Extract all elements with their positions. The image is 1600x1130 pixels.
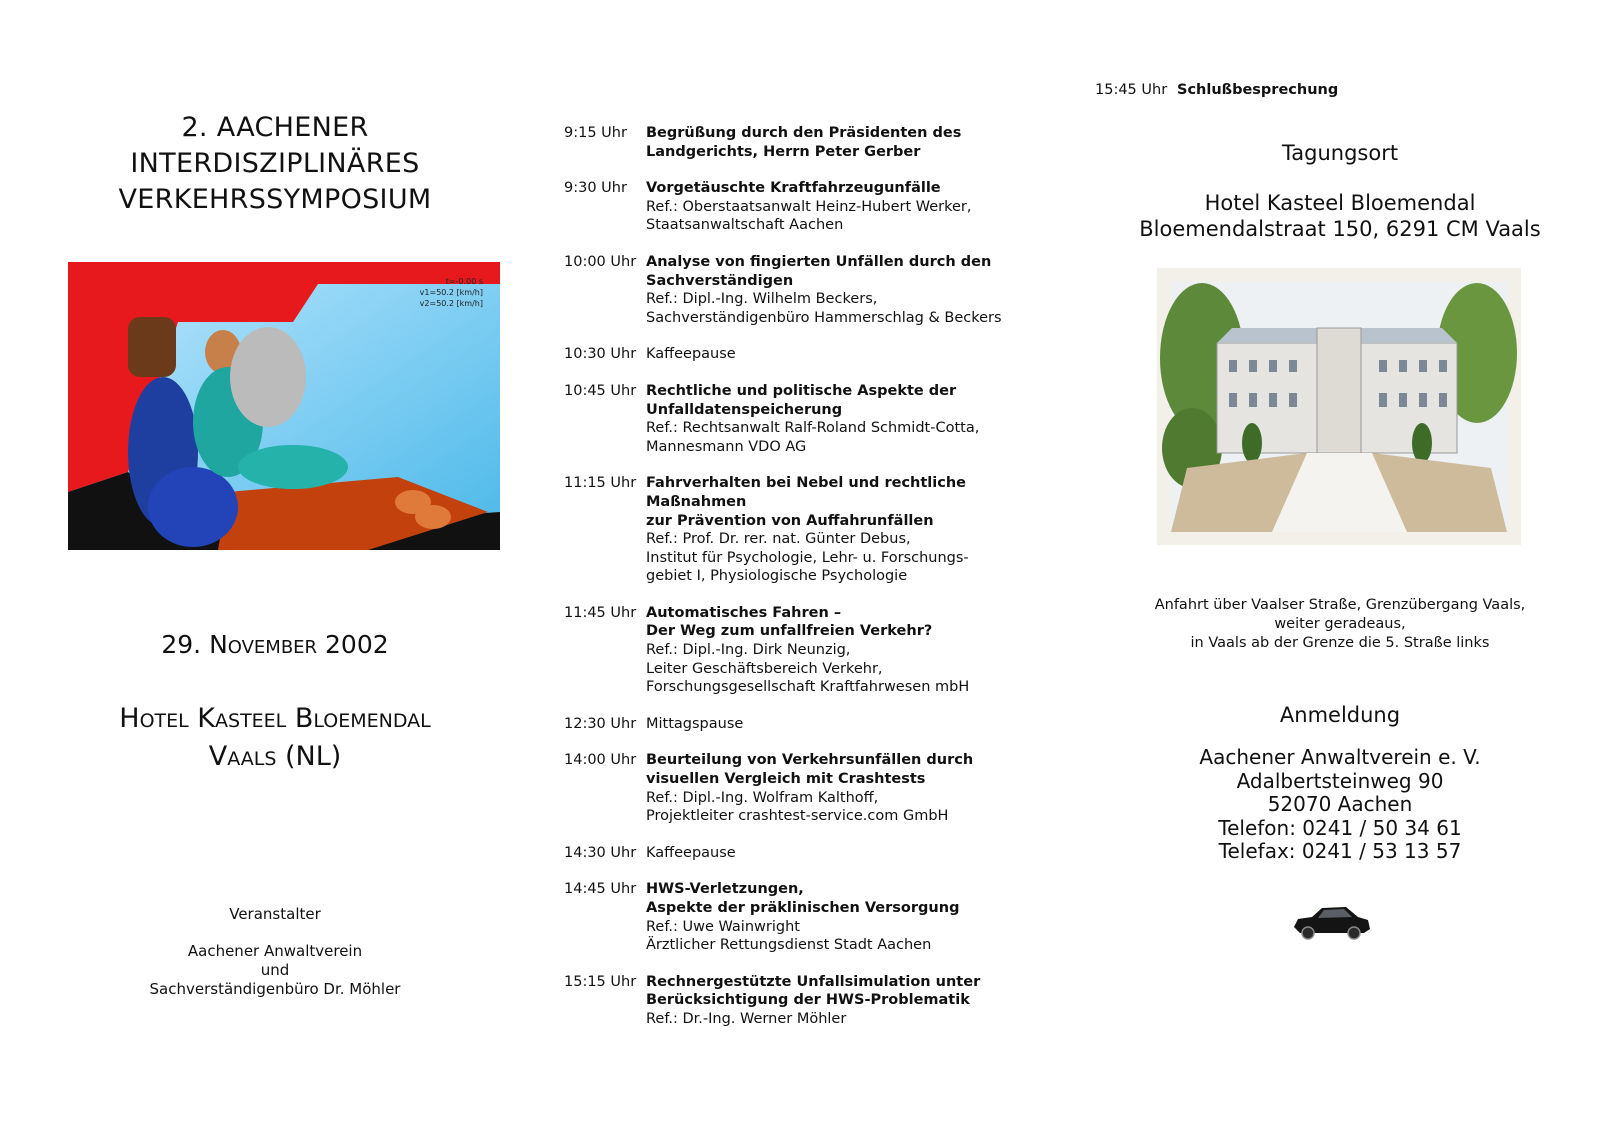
program-time: 10:45 Uhr <box>564 382 637 399</box>
program-time: 10:00 Uhr <box>564 253 637 270</box>
program-item-final <box>1095 82 1338 98</box>
program-item <box>564 715 1044 734</box>
program-item <box>564 124 1044 161</box>
program-body <box>646 715 1044 734</box>
program-title: Schlußbesprechung <box>1177 82 1339 98</box>
program-body <box>646 973 1044 1029</box>
hotel-illustration <box>1157 268 1521 545</box>
program-body <box>646 604 1044 697</box>
program-title-line: Rechtliche und politische Aspekte der <box>646 382 957 399</box>
car-icon <box>1290 903 1372 941</box>
cover-column <box>40 110 510 218</box>
registration-contact <box>1130 746 1550 864</box>
program-time: 10:30 Uhr <box>564 346 637 363</box>
program-detail-line: Ref.: Uwe Wainwright <box>646 918 800 935</box>
program-detail-line: gebiet I, Physiologische Psychologie <box>646 568 908 585</box>
program-detail-line: Institut für Psychologie, Lehr- u. Forschungs- <box>646 549 969 566</box>
program-item <box>564 382 1044 456</box>
program-time: 15:45 Uhr <box>1095 82 1168 98</box>
program-detail-line: Ref.: Dipl.-Ing. Wilhelm Beckers, <box>646 291 878 308</box>
organizer-line3: Sachverständigenbüro Dr. Möhler <box>149 980 401 998</box>
program-title-line: visuellen Vergleich mit Crashtests <box>646 771 926 788</box>
directions-line3: in Vaals ab der Grenze die 5. Straße links <box>1190 635 1490 651</box>
program-detail-line: Forschungsgesellschaft Kraftfahrwesen mbH <box>646 679 970 696</box>
program-detail-line: Ref.: Prof. Dr. rer. nat. Günter Debus, <box>646 531 911 548</box>
venue-line2: Vaals (NL) <box>208 741 342 772</box>
program-body <box>646 751 1044 825</box>
program-time: 14:45 Uhr <box>564 881 637 898</box>
venue-name: Hotel Kasteel Bloemendal <box>1204 191 1476 215</box>
program-detail-line: Mittagspause <box>646 715 744 732</box>
program-title-line: Begrüßung durch den Präsidenten des <box>646 125 962 141</box>
program-time: 11:15 Uhr <box>564 475 637 492</box>
program-title-line: Vorgetäuschte Kraftfahrzeugunfälle <box>646 180 941 197</box>
program-time: 11:45 Uhr <box>564 604 637 621</box>
program-list <box>564 124 1044 1047</box>
organizer-line1: Aachener Anwaltverein <box>187 942 363 960</box>
program-time: 15:15 Uhr <box>564 973 637 990</box>
program-detail-line: Ärztlicher Rettungsdienst Stadt Aachen <box>646 937 932 954</box>
program-title-line: Rechnergestützte Unfallsimulation unter <box>646 973 981 990</box>
program-title-line: Berücksichtigung der HWS-Problematik <box>646 992 970 1009</box>
program-item <box>564 751 1044 825</box>
program-title-line: Automatisches Fahren – <box>646 604 842 621</box>
program-title-line: Aspekte der präklinischen Versorgung <box>646 900 960 916</box>
program-body <box>646 880 1044 954</box>
program-detail-line: Sachverständigenbüro Hammerschlag & Beckers <box>646 309 1002 326</box>
program-item <box>564 973 1044 1029</box>
program-title-line: Sachverständigen <box>646 272 794 289</box>
program-detail-line: Ref.: Dipl.-Ing. Dirk Neunzig, <box>646 642 851 659</box>
registration-phone: Telefon: 0241 / 50 34 61 <box>1218 815 1462 840</box>
directions-line2: weiter geradeaus, <box>1274 616 1406 632</box>
organizer-line2: und <box>260 961 290 979</box>
directions-line1: Anfahrt über Vaalser Straße, Grenzübergang Vaals, <box>1154 597 1526 613</box>
program-title-line: Landgerichts, Herrn Peter Gerber <box>646 143 921 160</box>
program-item <box>564 604 1044 697</box>
program-detail-line: Kaffeepause <box>646 346 736 363</box>
program-detail-line: Projektleiter crashtest-service.com GmbH <box>646 808 949 825</box>
program-detail-line: Mannesmann VDO AG <box>646 438 807 455</box>
event-venue <box>40 700 510 776</box>
program-item <box>564 253 1044 327</box>
program-title-line: Der Weg zum unfallfreien Verkehr? <box>646 623 933 640</box>
program-time: 9:15 Uhr <box>564 125 627 141</box>
program-time: 14:00 Uhr <box>564 752 637 769</box>
program-body <box>646 382 1044 456</box>
symposium-title-line2: VERKEHRSSYMPOSIUM <box>118 184 432 215</box>
program-detail-line: Kaffeepause <box>646 844 736 861</box>
program-body <box>646 179 1044 235</box>
program-title-line: Unfalldatenspeicherung <box>646 401 843 418</box>
organizer-label: Veranstalter <box>229 905 321 923</box>
registration-heading: Anmeldung <box>1279 703 1401 727</box>
program-body <box>646 474 1044 586</box>
sim-readout-v2: v2=50.2 [km/h] <box>419 299 483 308</box>
program-time: 9:30 Uhr <box>564 180 627 197</box>
venue-line1: Hotel Kasteel Bloemendal <box>119 703 431 734</box>
sim-readout-v1: v1=50.2 [km/h] <box>419 288 483 297</box>
program-detail-line: Ref.: Rechtsanwalt Ralf-Roland Schmidt-Cotta, <box>646 420 980 437</box>
venue-address: Bloemendalstraat 150, 6291 CM Vaals <box>1139 217 1541 241</box>
program-detail-line: Ref.: Dipl.-Ing. Wolfram Kalthoff, <box>646 789 879 806</box>
organizer-block <box>40 905 510 999</box>
sim-readout-time: t=-0.00 s <box>445 277 483 286</box>
program-time: 12:30 Uhr <box>564 715 637 732</box>
program-item <box>564 880 1044 954</box>
program-time: 14:30 Uhr <box>564 844 637 861</box>
symposium-title-line1: 2. AACHENER INTERDISZIPLINÄRES <box>130 112 420 179</box>
program-detail-line: Ref.: Dr.-Ing. Werner Möhler <box>646 1010 847 1027</box>
program-detail-line: Ref.: Oberstaatsanwalt Heinz-Hubert Werker, <box>646 198 972 215</box>
program-body <box>646 253 1044 327</box>
venue-heading: Tagungsort <box>1281 141 1399 165</box>
program-body <box>646 844 1044 863</box>
registration-org: Aachener Anwaltverein e. V. <box>1199 745 1481 769</box>
program-title-line: Fahrverhalten bei Nebel und rechtliche Maßnahmen <box>646 475 966 510</box>
program-title-line: HWS-Verletzungen, <box>646 881 804 898</box>
program-item <box>564 844 1044 863</box>
program-detail-line: Staatsanwaltschaft Aachen <box>646 217 844 234</box>
registration-street: Adalbertsteinweg 90 <box>1236 768 1444 793</box>
crash-simulation-image <box>68 262 500 550</box>
program-title-line: zur Prävention von Auffahrunfällen <box>646 512 934 529</box>
program-title-line: Beurteilung von Verkehrsunfällen durch <box>646 752 974 769</box>
program-item <box>564 179 1044 235</box>
registration-fax: Telefax: 0241 / 53 13 57 <box>1218 839 1462 863</box>
event-date: 29. November 2002 <box>161 630 389 659</box>
program-item <box>564 345 1044 364</box>
program-item <box>564 474 1044 586</box>
registration-city: 52070 Aachen <box>1267 792 1413 816</box>
program-body <box>646 345 1044 364</box>
program-title-line: Analyse von fingierten Unfällen durch den <box>646 253 992 270</box>
program-body <box>646 124 1044 161</box>
program-detail-line: Leiter Geschäftsbereich Verkehr, <box>646 660 883 677</box>
